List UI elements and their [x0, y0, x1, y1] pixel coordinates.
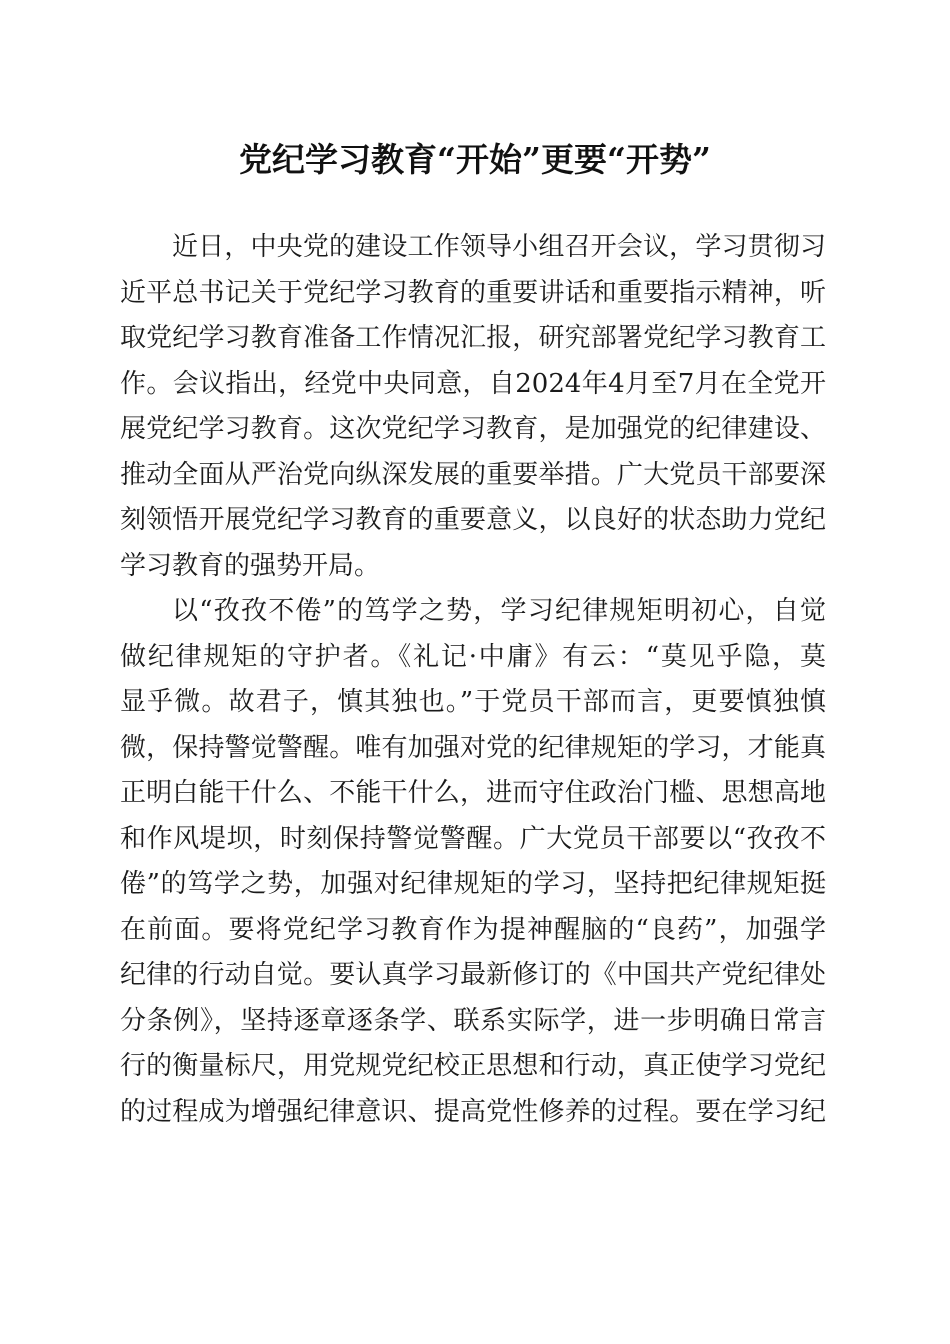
paragraph-2-line: 纪律的行动自觉。要认真学习最新修订的《中国共产党纪律处	[120, 960, 826, 990]
paragraph-2-line: 分条例》，坚持逐章逐条学、联系实际学，进一步明确日常言	[120, 1005, 826, 1036]
paragraph-1-line: 展党纪学习教育。这次党纪学习教育，是加强党的纪律建设、	[120, 414, 826, 444]
paragraph-2-line: 行的衡量标尺，用党规党纪校正思想和行动，真正使学习党纪	[120, 1051, 826, 1081]
paragraph-1-line: 作。会议指出，经党中央同意，自2024年4月至7月在全党开	[120, 368, 826, 399]
paragraph-2-line: 倦”的笃学之势，加强对纪律规矩的学习，坚持把纪律规矩挺	[120, 869, 826, 899]
paragraph-2-line: 微，保持警觉警醒。唯有加强对党的纪律规矩的学习，才能真	[120, 732, 826, 763]
paragraph-1-line: 学习教育的强势开局。	[120, 550, 381, 581]
paragraph-2-line: 做纪律规矩的守护者。《礼记·中庸》有云：“莫见乎隐，莫	[120, 641, 826, 672]
paragraph-2-line: 正明白能干什么、不能干什么，进而守住政治门槛、思想高地	[120, 778, 826, 808]
paragraph-2-line: 显乎微。故君子，慎其独也。”于党员干部而言，更要慎独慎	[120, 687, 826, 717]
paragraph-2-line: 和作风堤坝，时刻保持警觉警醒。广大党员干部要以“孜孜不	[120, 823, 826, 854]
paragraph-1-line: 取党纪学习教育准备工作情况汇报，研究部署党纪学习教育工	[120, 323, 826, 353]
paragraph-1-line: 刻领悟开展党纪学习教育的重要意义，以良好的状态助力党纪	[120, 505, 826, 535]
paragraph-1-line: 推动全面从严治党向纵深发展的重要举措。广大党员干部要深	[120, 459, 826, 490]
paragraph-1-line: 近日，中央党的建设工作领导小组召开会议，学习贯彻习	[172, 232, 826, 262]
paragraph-2-line: 的过程成为增强纪律意识、提高党性修养的过程。要在学习纪	[120, 1096, 826, 1127]
document-body	[120, 225, 826, 1135]
document-title: 党纪学习教育“开始”更要“开势”	[239, 140, 711, 179]
paragraph-1-line: 近平总书记关于党纪学习教育的重要讲话和重要指示精神，听	[120, 277, 826, 308]
paragraph-2-line: 在前面。要将党纪学习教育作为提神醒脑的“良药”，加强学	[120, 914, 826, 945]
paragraph-2-line: 以“孜孜不倦”的笃学之势，学习纪律规矩明初心，自觉	[172, 596, 826, 626]
